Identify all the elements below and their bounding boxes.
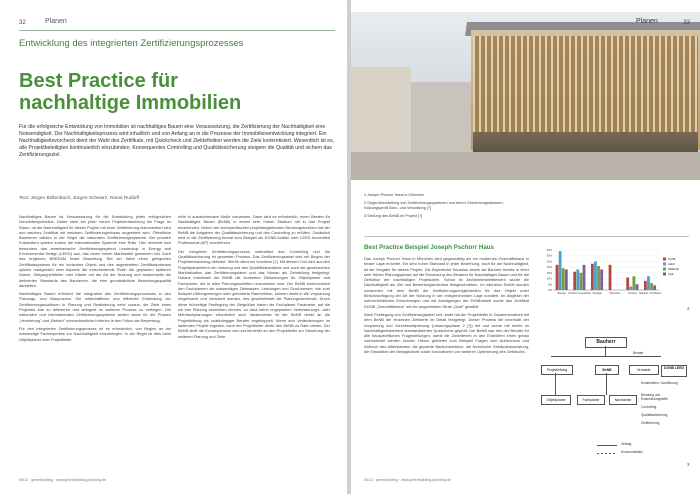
- y-tick-label: 30%: [546, 254, 552, 258]
- paragraph: Nachhaltiges Bauen ist Voraussetzung für die Entwicklung jedes erfolgreichen Immobilienportfolios. Daher steht bei jeder neuen Projektentwicklung die Frage im Raum, ob die Nachhaltigkeit für dieses Projekt mit einer Zertifizierung dokumentiert wird und welches Zertifikat mit welchem Zertifizierungsniveau angestrebt wird. Öffentliche Bauherren wählen in der Regel die nationalen Zertifizierungssysteme. Bei privaten Entwicklern spielen zudem die internationalen Systeme eine Rolle. Hier zeichnet sich besonders das amerikanische Zertifizierungssystem Leadership in Energy and Environmental Design (LEED) aus, das einen hohen Marktanteil gewonnen hat. Auch das englische BREEAM findet Beachtung. Bei der Wahl eines geeigneten Zertifikatssystems für ein konkretes Objekt und des angestrebten Zertifikatsniveaus spielen maßgeblich zwei Aspekte die entscheidende Rolle: die geplanten späteren Nutzer, Zielgruppe/Mieter oder Käufer mit der Art der Nutzung und andererseits die definierten Standards des Bauherren, die eine grundsätzliche Bewertungsqualität darstellen.: [19, 214, 171, 288]
- building-photo: [351, 12, 700, 180]
- kicker: Entwicklung des integrierten Zertifizierungsprozesses: [19, 38, 244, 49]
- figure-number-3: 3: [687, 462, 690, 467]
- fachplaner-box: Fachplaner: [577, 395, 605, 405]
- page-number-left: 32: [19, 20, 26, 26]
- bar-leed: [576, 269, 579, 290]
- nachweise-box: Nachweise: [609, 395, 637, 405]
- footer-left: 06/13 · greenbuilding · www.greenbuilding-planning.de: [19, 478, 106, 482]
- bar-breeam: [597, 266, 600, 290]
- y-tick-label: 15%: [546, 271, 552, 275]
- label-zertifizierung: Zertifizierung: [641, 421, 660, 425]
- section-label-left: Planen: [45, 18, 67, 25]
- bar-leed: [559, 251, 562, 290]
- bar-hqe: [583, 265, 586, 290]
- connector: [555, 373, 556, 395]
- x-tick-label: Ökologie: [592, 292, 602, 295]
- legend-kommunikation: Kommunikation: [621, 450, 643, 454]
- objektplaner-box: Objektplaner: [541, 395, 571, 405]
- bar-dgnb: [609, 265, 612, 290]
- x-tick-label: Energie: [557, 292, 566, 295]
- bar-dgnb: [626, 277, 629, 290]
- x-tick-label: Prozess: [628, 292, 637, 295]
- label-konstruktion: Konstruktion / Ausführung: [641, 381, 678, 385]
- caption-1: 1 Joseph Pschorr Haus in München: [364, 193, 425, 197]
- bar-dgnb: [556, 265, 559, 290]
- title-line-1: Best Practice für: [19, 70, 178, 92]
- benb-role-diagram: [537, 335, 689, 469]
- footer-right: 06/13 · greenbuilding · www.greenbuilding-planning.de: [364, 478, 451, 482]
- bar-leed: [629, 287, 632, 290]
- section-label-right: Planen: [636, 18, 658, 25]
- divider: [364, 236, 689, 237]
- legend-label: DGNB: [668, 258, 676, 261]
- bar-hqe: [565, 269, 568, 290]
- paragraph: Das Joseph Pschorr Haus in München wird gegenwärtig als ein modernes Geschäftshaus in bester Lage errichtet. Ein sehr hoher Standard in jeder Beziehung, auch für die Nachhaltigkeit, ist die Vorgabe für dieses Projekt. Die Bayerische Hausbau setzte als Bauherr bereits in einer sehr frühen Planungsphase auf die Einsetzung des Beraters für Nachhaltiges Bauen und für die Definition der nachhaltigen Projektziele. Schon im Architektenwettbewerb wurde die Nachhaltigkeit als Ziel und Bewertungskriterium festgeschrieben. Im nächsten Schritt wurden zusammen mit dem BeNB die Zertifizierungsmöglichkeiten für das Objekt unter Berücksichtigung der Art der Nutzung in der entsprechenden Lage sondiert. Im Abgleich der unterschiedlichen Einordnungen und mit Abwägungen der Erfüllbarkeit wurde das Zertifikat DGNB „Geschäftshaus" mit der angestrebten Stufe „Gold" gewählt.: [364, 256, 529, 309]
- y-tick-label: 0%: [548, 289, 552, 292]
- x-tick-label: Standort / Architektur: [639, 292, 662, 295]
- body-column-3: [364, 256, 529, 471]
- bar-hqe: [636, 284, 639, 290]
- legend-swatch: [663, 273, 666, 276]
- legend-swatch: [663, 268, 666, 271]
- x-tick-label: Komfort / Gesundheit: [568, 292, 591, 295]
- bar-hqe: [600, 269, 603, 290]
- right-page: [351, 0, 700, 494]
- bar-dgnb: [591, 264, 594, 290]
- bar-breeam: [562, 268, 565, 290]
- header-rule: [19, 30, 335, 31]
- x-tick-label: Ökonomie: [609, 292, 621, 295]
- body-column-1: [19, 214, 171, 474]
- label-controlling: Controlling: [641, 405, 657, 409]
- connector: [551, 356, 661, 357]
- author-credits: Text: Jürgen Böllenbach, Jürgen Schwarz, Raoul Rudloff: [19, 196, 139, 201]
- connector: [605, 346, 606, 356]
- page-title: [19, 70, 241, 114]
- y-tick-label: 10%: [546, 277, 552, 281]
- legend-line-vertrag: [597, 445, 617, 446]
- title-line-2: nachhaltige Immobilien: [19, 92, 242, 114]
- figure-number-2: 2: [687, 306, 690, 311]
- legend-label: LEED: [668, 263, 675, 266]
- body-column-2: [178, 214, 330, 474]
- legend-swatch: [663, 258, 666, 261]
- plaza: [351, 152, 700, 180]
- label-berater: Berater: [633, 351, 644, 355]
- y-tick-label: 20%: [546, 266, 552, 270]
- benb-box: BeNB: [595, 365, 619, 375]
- y-tick-label: 25%: [546, 260, 552, 264]
- figure-captions: [364, 193, 524, 222]
- page-number-right: 33: [683, 20, 690, 26]
- bar-breeam: [580, 273, 583, 290]
- paragraph: Nachhaltiges Bauen erfordert die Integration des Zertifizierungsprozesses in den Planungs- und Bauprozess. Die wirtschaftliche und effiziente Einbindung der Zertifizierungsauditoren in Planung und Realisierung setzt voraus, die Ziele eines Projektes klar zu definieren und stringent im weiteren Prozess zu verfolgen. Die nationalen und internationalen Zertifizierungssysteme stellen dabei für die Phasen „Vermietung" und „Betrieb" unterschiedliche Kriterien in den Fokus der Bewertung.: [19, 291, 171, 323]
- projektleitung-box: Projektleitung: [541, 365, 573, 375]
- legend-vertrag: Vertrag: [621, 442, 632, 446]
- caption-3: 3 Stellung des BeNB im Projekt [?]: [364, 214, 423, 218]
- paragraph: Nach Festlegung von Zertifizierungslabel und -stufe hat der Projektleiter in Zusammenarbeit mit dem BeNB die einzelnen Zielwerte im Detail festgelegt. Dieser Prozess lief innerhalb der Vorplanung und Vorentwurfsplanung (Leistungsphase 2 [?]) mit und wurde mit einem im Nachhaltigkeitsbereich standardisierten Quickcheck geprüft. Der BeNB war hier der Berater für alle bauspezifischen Fragestellungen, damit die Zielkriterien in den Entwürfen einen genau vorbestimmt werden konnte. Hierzu gehörten zum Beispiel Fragen zum Außenraum und Abbruch des Altbestandes, die geplante Baukonstruktion, die technische Gebäudeausrüstung, die Simulation der Behaglichkeit sowie Innovationen zur weiteren Optimierung des Gebäudes.: [364, 311, 529, 355]
- paragraph: nicht in ausreichendem Maße vorhanden. Dann wird es erforderlich, einen Berater für Nachhaltiges Bauen (BeNB) in einem sehr frühen Stadium mit in das Projekt einzubinden. Neben der fachspezifischen projektbegleitenden Beratungsfunktion hat der BeNB die Aufgaben der Qualitätssicherung und des Controlling zu erfüllen. Zusätzlich wird er die Zertifizierung formal zum Beispiel als DGNB-Auditor oder LEED Accredited Professional (AP) durchführen.: [178, 214, 330, 246]
- legend-swatch: [663, 263, 666, 266]
- bar-leed: [594, 261, 597, 290]
- y-tick-label: 5%: [548, 283, 552, 287]
- dgnb-leed-box: DGNB LEED: [661, 365, 687, 377]
- y-tick-label: 35%: [546, 249, 552, 252]
- subheading: Best Practice Beispiel Joseph Pschorr Haus: [364, 244, 494, 251]
- facade-fins: [473, 36, 698, 146]
- legend-line-kommunikation: [597, 453, 617, 454]
- lead-paragraph: Für die erfolgreiche Entwicklung von Immobilien ist nachhaltiges Bauen eine Voraussetzung, die Zertifizierung der Nachhaltigkeit eine Notwendigkeit. Der Nachhaltigkeitsprozess wird inhaltlich und von Anfang an in die Prozesse der Immobilienentwicklung integriert. Ein Nachhaltigkeitsvorcheck dient der Wahl des Zertifikats, mit Quickcheck und Zieldefinition werden die Ziele konkretisiert. Wesentlich ist es, alle Projektbeteiligten kontinuierlich einzubinden. Konsequentes Controlling und Qualitätssicherung steigern die Qualität und sichern das Zertifizierungsziel.: [19, 124, 335, 158]
- label-beratung: Beratung und Entscheidungshilfe: [641, 393, 668, 401]
- bar-dgnb: [573, 272, 576, 290]
- bar-dgnb: [644, 281, 647, 290]
- paragraph: Für den integrierten Zertifizierungsprozess ist es erforderlich, von Beginn an die notwendige Fachexpertise zur Nachhaltigkeit einzubringen. In der Regel ist dies beim Objektplaner oder Projektleiter: [19, 325, 171, 342]
- left-page: [0, 0, 347, 494]
- neighbor-building: [411, 82, 473, 157]
- legend-label: BREEAM: [668, 268, 679, 271]
- caption-2: 2 Gegenüberstellung von Zertifizierungssystemen und deren Gewichtungsfaktoren; Nutzungsprofil Büro- und Verwaltung [?]: [364, 201, 504, 210]
- connector: [606, 373, 607, 395]
- label-qualitaet: Qualitätssicherung: [641, 413, 668, 417]
- neighbor-building: [351, 67, 411, 157]
- bar-leed: [647, 276, 650, 290]
- bar-hqe: [653, 285, 656, 290]
- paragraph: Der integrierte Zertifizierungsprozess unterstützt das Controlling und die Qualitätssicherung im gesamten Prozess. Das Zertifizierungslabel wird mit Beginn der Projektentwicklung definiert. Hierfür dient ein Vorcheck [1]. Mit diesem Tool wird aus den Projektparametern der Nutzung und des Qualitätsstandards und auch der gewünschten Marktsituation das Zertifizierungslabel und das Niveau als Zielstellung festgelegt. Daraus entwickelt der BeNB die konkreten Zielsetzungen für Objektplaner und Fachplaner, die in allen Planungsschritten umzusetzen sind. Der BeNB kommuniziert den Fachplanern die notwendigen Zielmarken. Leistungen und Grad-messer, wie zum Beispiel Lüftungsmengen oder geforderte Raumhöhen, können direkt in die Vorplanung eingebracht und verankert werden, des gewährleistet die Planungssicherheit. Durch diese frühzeitige Festlegung der Zielgrößen haben die Fachplaner Parameter, auf die sie ihre Planung ausrichten können, so dass keine ungeplanten Verbesserungs- oder Mehrfachplanungen erforderlich sind. Idealerweise ist der BeNB direkt an die Projektleitung als unabhängiger Berater angekoppelt. Wenn sich Veränderungen im laufenden Projekt ergeben, kann der Projektleiter direkt den BeNB zu Rate ziehen. Der BeNB stellt die Konsequenzen dar und berichtet an den Projektleiter zur Steuerung der weiteren Planung und Ziele.: [178, 248, 330, 339]
- certification-weighting-chart: [537, 246, 689, 304]
- bauherr-box: Bauherr: [585, 337, 627, 348]
- ground-floor-glazing: [473, 132, 698, 154]
- vermarktung-box: Vermarkt.: [629, 365, 659, 375]
- bar-breeam: [650, 283, 653, 290]
- legend-label: HQE: [668, 273, 674, 276]
- bar-breeam: [633, 276, 636, 290]
